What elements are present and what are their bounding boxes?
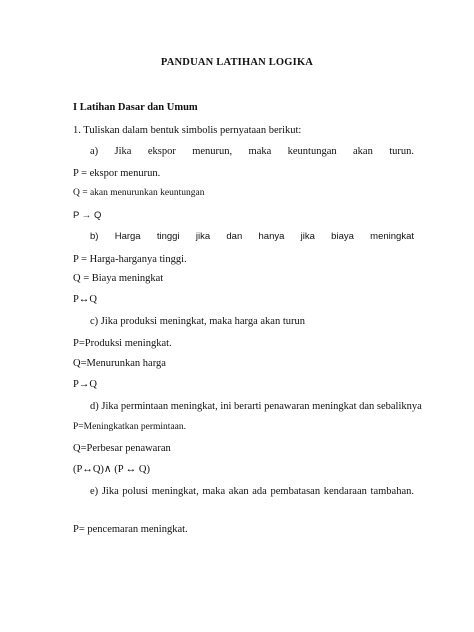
statement-a: a) Jika ekspor menurun, maka keuntungan akan turun. [90,146,414,157]
statement-b-p: P = Harga-harganya tinggi. [73,254,187,265]
statement-b-symbol: P↔Q [73,294,97,305]
statement-a-symbol: P → Q [73,210,102,221]
section-heading: I Latihan Dasar dan Umum [73,102,198,113]
statement-a-p: P = ekspor menurun. [73,168,161,179]
document-title: PANDUAN LATIHAN LOGIKA [160,57,314,68]
statement-e: e) Jika polusi meningkat, maka akan ada pembatasan kendaraan tambahan. [90,486,414,497]
statement-d: d) Jika permintaan meningkat, ini berarti penawaran meningkat dan sebaliknya [90,401,422,412]
statement-c-symbol: P→Q [73,379,97,390]
statement-d-q: Q=Perbesar penawaran [73,443,171,454]
statement-e-p: P= pencemaran meningkat. [73,524,188,535]
statement-d-symbol: (P↔Q)∧ (P ↔ Q) [73,464,151,475]
statement-d-p: P=Meningkatkan permintaan. [73,422,186,432]
statement-c-p: P=Produksi meningkat. [73,338,172,349]
statement-c-q: Q=Menurunkan harga [73,358,166,369]
statement-b-q: Q = Biaya meningkat [73,273,164,284]
statement-c: c) Jika produksi meningkat, maka harga akan turun [90,316,305,327]
statement-b: b) Harga tinggi jika dan hanya jika biaya meningkat [90,231,414,242]
statement-a-q: Q = akan menurunkan keuntungan [73,188,205,198]
question-1-text: 1. Tuliskan dalam bentuk simbolis pernyataan berikut: [73,125,302,136]
